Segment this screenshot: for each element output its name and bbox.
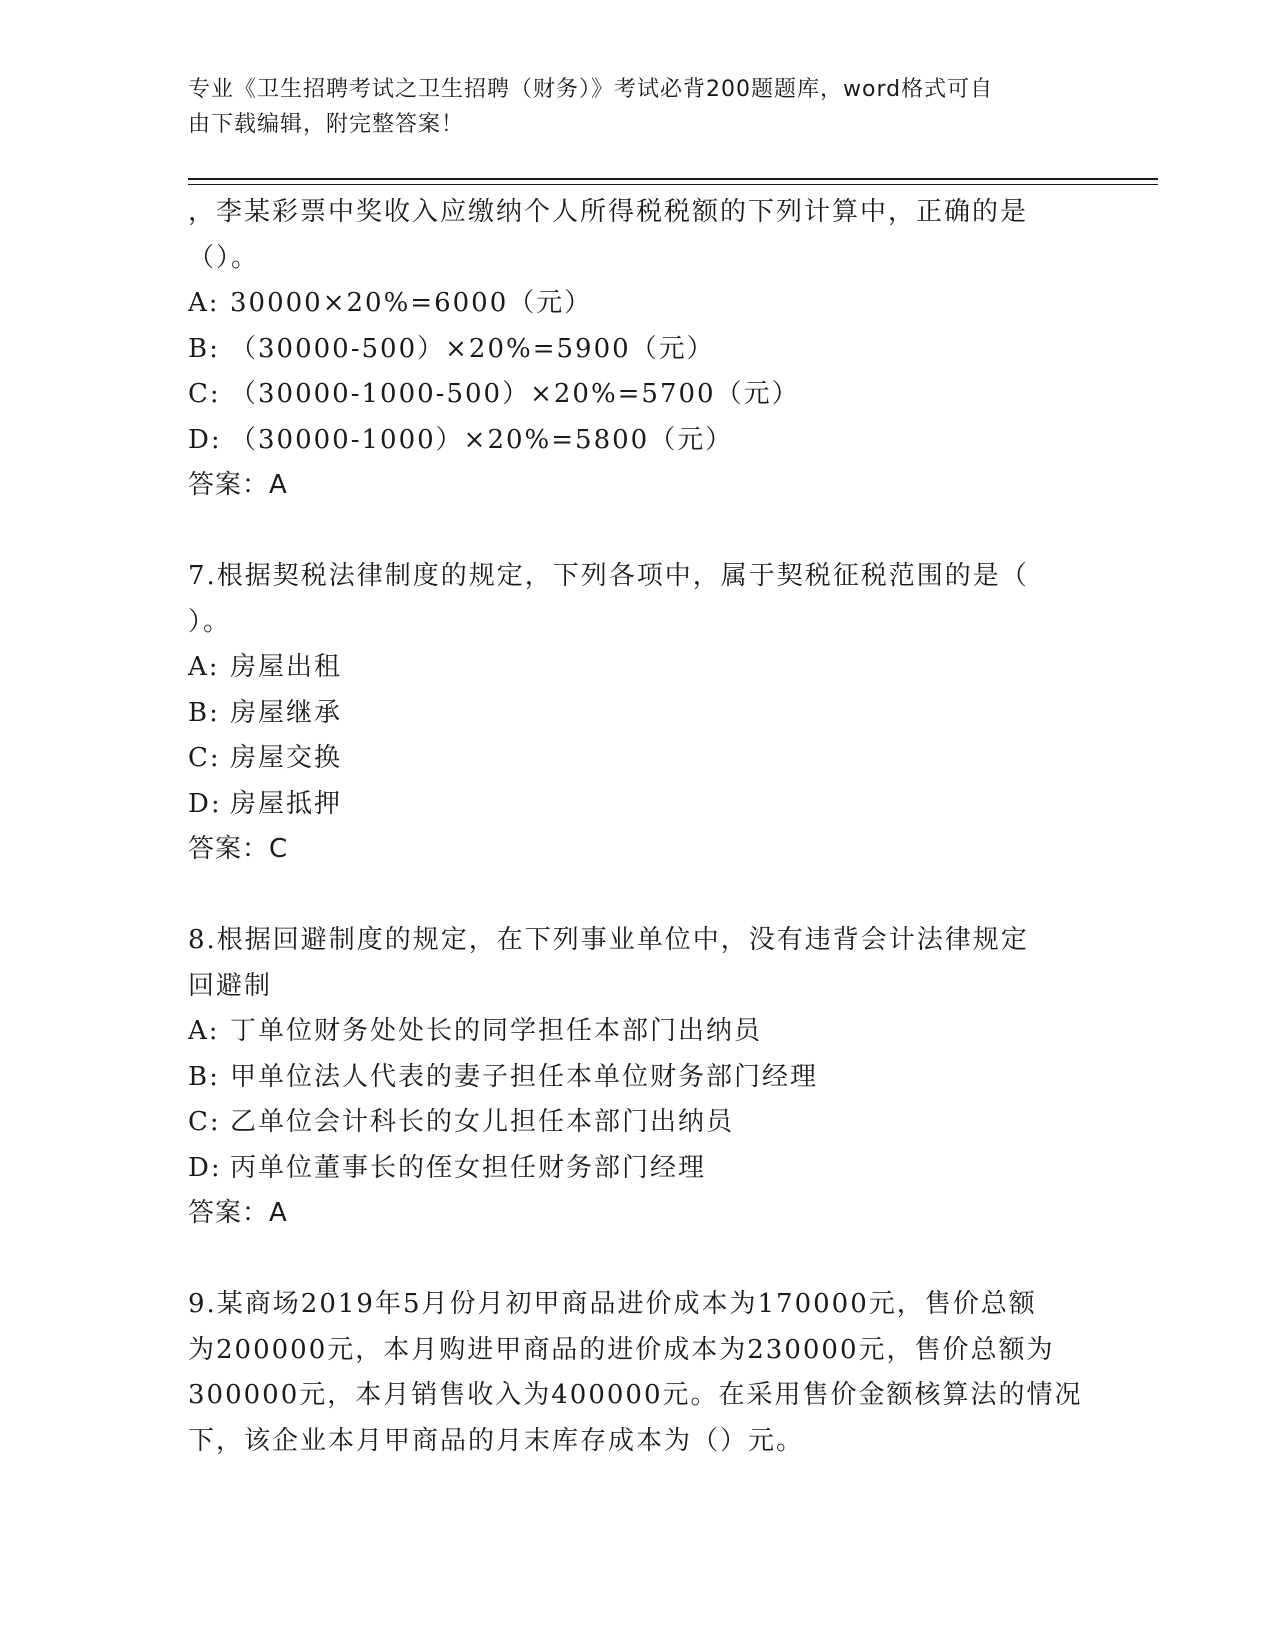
header-rule-thick [188,178,1158,180]
option-letter: B: [188,1061,220,1092]
option-letter: B: [188,697,220,728]
header-rule-thin [188,184,1158,185]
option-a [188,1009,1068,1055]
option-letter: A: [188,1016,220,1046]
header-line-1: 专业《卫生招聘考试之卫生招聘（财务）》考试必背200题题库，word格式可自 [188,77,994,102]
option-d [188,418,1068,464]
option-d [188,1146,1068,1192]
option-letter: D: [188,1152,222,1183]
question-stem-line: ，李某彩票中奖收入应缴纳个人所得税税额的下列计算中，正确的是 [188,197,1029,227]
question-content [188,190,1083,1464]
answer-label: 答案：A [188,470,288,500]
option-d [188,782,1068,828]
question-stem-line: 9.某商场2019年5月份月初甲商品进价成本为170000元，售价总额 [188,1289,1037,1319]
option-a [188,645,1068,691]
option-a [188,281,1068,327]
option-c [188,1100,1068,1146]
question-8 [188,918,1068,1237]
question-stem-line: 下，该企业本月甲商品的月末库存成本为（）元。 [188,1425,805,1456]
option-letter: C: [188,1107,221,1137]
option-text: 甲单位法人代表的妻子担任本单位财务部门经理 [230,1061,819,1092]
option-text: 房屋抵押 [230,788,343,819]
question-stem-line: 300000元，本月销售收入为400000元。在采用售价金额核算法的情况 [188,1380,1083,1410]
question-stem-line: ）。 [188,606,232,637]
option-text: 乙单位会计科长的女儿担任本部门出纳员 [230,1107,735,1137]
spacer [188,873,1068,919]
question-stem-line: （）。 [188,242,260,273]
question-9 [188,1282,1083,1464]
option-letter: D: [188,788,222,819]
answer-label: 答案：C [188,834,289,864]
answer-label: 答案：A [188,1198,288,1228]
option-text: （30000-500）×20%=5900（元） [230,333,715,364]
question-7 [188,554,1068,873]
option-letter: B: [188,333,220,364]
question-stem-line: 7.根据契税法律制度的规定，下列各项中，属于契税征税范围的是（ [188,561,1029,591]
option-c [188,736,1068,782]
question-6 [188,190,1068,509]
spacer [188,1237,1068,1283]
option-letter: C: [188,379,221,409]
option-b [188,1055,1068,1101]
question-stem-line: 回避制 [188,970,273,1001]
option-text: 房屋继承 [230,697,343,728]
option-text: 丁单位财务处处长的同学担任本部门出纳员 [230,1016,763,1046]
question-stem-line: 为200000元，本月购进甲商品的进价成本为230000元，售价总额为 [188,1334,1055,1365]
option-text: 丙单位董事长的侄女担任财务部门经理 [230,1152,707,1183]
page-header [188,72,1088,142]
option-letter: C: [188,743,221,773]
spacer [188,509,1068,555]
option-letter: D: [188,424,222,455]
option-letter: A: [188,288,220,318]
header-line-2: 由下载编辑，附完整答案！ [188,112,465,137]
option-c [188,372,1068,418]
option-text: （30000-1000-500）×20%=5700（元） [230,379,800,409]
question-stem-line: 8.根据回避制度的规定，在下列事业单位中，没有违背会计法律规定 [188,925,1029,955]
option-text: 房屋交换 [230,743,343,773]
option-text: （30000-1000）×20%=5800（元） [230,424,734,455]
option-text: 房屋出租 [230,652,343,682]
option-b [188,691,1068,737]
option-letter: A: [188,652,220,682]
option-b [188,327,1068,373]
option-text: 30000×20%=6000（元） [230,288,593,318]
